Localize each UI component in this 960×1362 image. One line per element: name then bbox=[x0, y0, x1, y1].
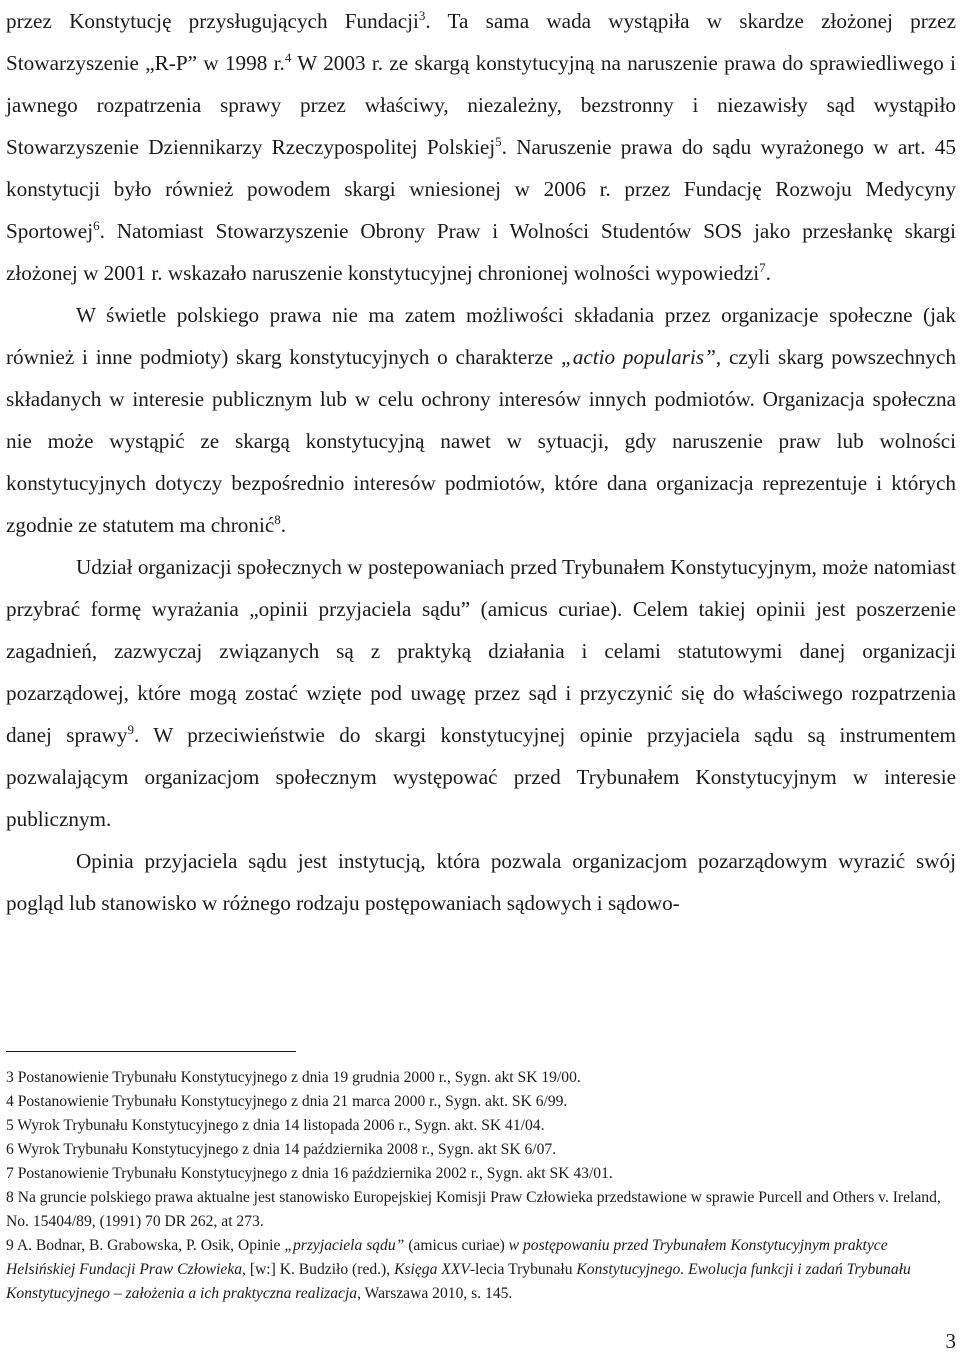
text-run: , Warszawa 2010, s. 145. bbox=[357, 1285, 513, 1302]
footnote-4: 4 Postanowienie Trybunału Konstytucyjnego z dnia 21 marca 2000 r., Sygn. akt. SK 6/99. bbox=[6, 1093, 568, 1110]
text-run: . Natomiast Stowarzyszenie Obrony Praw i Wolności Studentów SOS jako przesłankę skargi złożonej w 2001 r. wskazało naruszenie konstytucyjnej chronionej wolności wypowiedzi bbox=[6, 219, 956, 285]
text-run: W 2003 r. ze skargą konstytucyjną na naruszenie prawa do sprawiedliwego i jawnego rozpatrzenia sprawy przez właściwy, niezależny, bezstronny i niezawisły sąd wystąpiło Stowarzyszenie Dziennikarzy Rzeczypospolitej Polskiej bbox=[6, 51, 956, 159]
text-run: (amicus curiae) bbox=[404, 1237, 509, 1254]
footnote-5: 5 Wyrok Trybunału Konstytucyjnego z dnia 14 listopada 2006 r., Sygn. akt. SK 41/04. bbox=[6, 1117, 545, 1134]
footnote-8: 8 Na gruncie polskiego prawa aktualne jest stanowisko Europejskiej Komisji Praw Człowieka przedstawione w sprawie Purcell and Others v. Ireland, No. 15404/89, (1991) 70 DR 262, at 273. bbox=[6, 1189, 941, 1230]
text-run: Udział organizacji społecznych w postepowaniach przed Trybunałem Konstytucyjnym, może natomiast przybrać formę wyrażania „opinii przyjaciela sądu” (amicus curiae). Celem takiej opinii jest poszerzenie zagadnień, zazwyczaj związanych są z praktyką działania i celami statutowymi danej organizacji pozarządowej, które mogą zostać wzięte pod uwagę przez sąd i przyczynić się do właściwego rozpatrzenia danej sprawy bbox=[6, 555, 956, 747]
footnote-ref-3[interactable]: 3 bbox=[418, 8, 426, 23]
text-run: . bbox=[280, 513, 287, 537]
text-run: przez Konstytucję przysługujących Fundacji bbox=[6, 9, 419, 33]
footnote-separator bbox=[6, 1051, 296, 1052]
paragraph-2 bbox=[6, 294, 956, 546]
italic-run: „przyjaciela sądu” bbox=[284, 1237, 405, 1254]
footnote-ref-9[interactable]: 9 bbox=[127, 722, 134, 737]
footnote-9 bbox=[6, 1234, 956, 1306]
italic-run: Konstytucyjnego. Ewolucja funkcji i zadań Trybunału Konstytucyjnego – założenia a ich praktyczna realizacja bbox=[6, 1261, 911, 1302]
footnotes bbox=[6, 1066, 956, 1306]
footnote-ref-5[interactable]: 5 bbox=[495, 134, 502, 149]
paragraph-3 bbox=[6, 546, 956, 840]
text-run: . bbox=[765, 261, 771, 285]
text-run: , czyli skarg powszechnych składanych w interesie publicznym lub w celu ochrony interesów innych podmiotów. Organizacja społeczna nie może wystąpić ze skargą konstytucyjną nawet w sytuacji, gdy naruszenie praw lub wolności konstytucyjnych dotyczy bezpośrednio interesów podmiotów, które dana organizacja reprezentuje i których zgodnie ze statutem ma chronić bbox=[6, 345, 956, 537]
body-text bbox=[6, 0, 956, 924]
text-run: . W przeciwieństwie do skargi konstytucyjnej opinie przyjaciela sądu są instrumentem pozwalającym organizacjom społecznym występować przed Trybunałem Konstytucyjnym w interesie publicznym. bbox=[6, 723, 957, 831]
page-number: 3 bbox=[945, 1329, 956, 1353]
paragraph-1 bbox=[6, 0, 956, 294]
text-run: Opinia przyjaciela sądu jest instytucją, która pozwala organizacjom pozarządowym wyrazić swój pogląd lub stanowisko w różnego rodzaju postępowaniach sądowych i sądowo- bbox=[6, 849, 956, 915]
footnote-ref-4[interactable]: 4 bbox=[284, 50, 292, 65]
text-run: . Naruszenie prawa do sądu wyrażonego w art. 45 konstytucji było również powodem skargi wniesionej w 2006 r. przez Fundację Rozwoju Medycyny Sportowej bbox=[6, 135, 956, 243]
footnote-3: 3 Postanowienie Trybunału Konstytucyjnego z dnia 19 grudnia 2000 r., Sygn. akt SK 19/00. bbox=[6, 1069, 581, 1086]
text-run: , [w:] K. Budziło (red.), bbox=[242, 1261, 395, 1278]
text-run: 9 A. Bodnar, B. Grabowska, P. Osik, Opinie bbox=[6, 1237, 285, 1254]
footnote-ref-7[interactable]: 7 bbox=[759, 260, 766, 275]
text-run: W świetle polskiego prawa nie ma zatem możliwości składania przez organizacje społeczne (jak również i inne podmioty) skarg konstytucyjnych o charakterze bbox=[6, 303, 956, 369]
footnote-6: 6 Wyrok Trybunału Konstytucyjnego z dnia 14 października 2008 r., Sygn. akt SK 6/07. bbox=[6, 1141, 557, 1158]
italic-run: Księga XXV bbox=[394, 1261, 470, 1278]
text-run: . Ta sama wada wystąpiła w skardze złożonej przez Stowarzyszenie „R-P” w 1998 r. bbox=[6, 9, 956, 75]
italic-term: „actio popularis” bbox=[560, 345, 716, 369]
footnote-ref-8[interactable]: 8 bbox=[274, 512, 281, 527]
footnote-7: 7 Postanowienie Trybunału Konstytucyjnego z dnia 16 października 2002 r., Sygn. akt SK 43/01. bbox=[6, 1165, 613, 1182]
paragraph-4 bbox=[6, 840, 956, 924]
footnote-ref-6[interactable]: 6 bbox=[93, 218, 100, 233]
text-run: -lecia Trybunału bbox=[469, 1261, 577, 1278]
italic-run: w postępowaniu przed Trybunałem Konstytucyjnym praktyce Helsińskiej Fundacji Praw Człowieka bbox=[6, 1237, 888, 1278]
